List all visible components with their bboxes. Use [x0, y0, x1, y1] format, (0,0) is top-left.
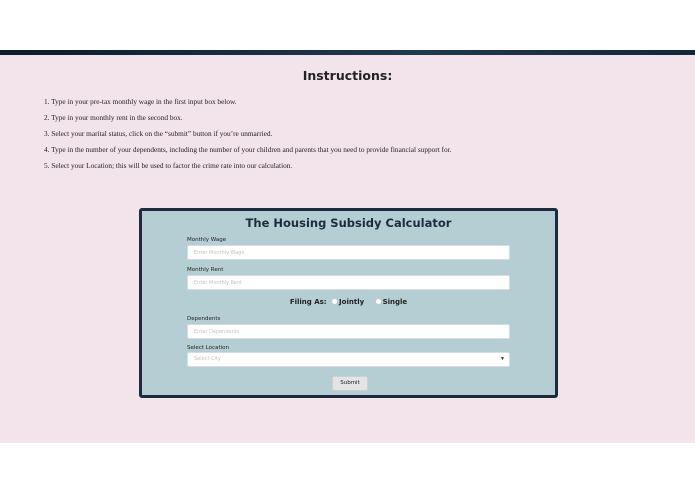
single-radio[interactable] [375, 298, 382, 305]
monthly-wage-label: Monthly Wage [187, 237, 227, 243]
jointly-radio[interactable] [331, 298, 338, 305]
calculator-title: The Housing Subsidy Calculator [245, 216, 452, 230]
select-location-label: Select Location [187, 345, 229, 351]
instruction-step: 2. Type in your monthly rent in the second box. [44, 113, 183, 122]
caret-down-icon: ▼ [500, 356, 505, 362]
instructions-list [44, 97, 451, 177]
instructions-title: Instructions: [302, 68, 393, 83]
location-select-value: Select City [194, 356, 221, 362]
instruction-step: 1. Type in your pre-tax monthly wage in the first input box below. [44, 97, 237, 106]
submit-button[interactable]: Submit [332, 376, 368, 391]
dependents-input[interactable] [187, 324, 510, 339]
location-select[interactable] [187, 352, 510, 367]
instruction-step: 3. Select your marital status, click on the “submit” button if you’re unmarried. [44, 129, 273, 138]
monthly-wage-input[interactable] [187, 245, 510, 260]
monthly-rent-input[interactable] [187, 275, 510, 290]
jointly-label[interactable]: Jointly [339, 298, 365, 306]
instruction-step: 4. Type in the number of your dependents, including the number of your children and parents that you need to provide financial support for. [44, 145, 452, 154]
monthly-rent-label: Monthly Rent [187, 267, 224, 273]
instruction-step: 5. Select your Location; this will be used to factor the crime rate into our calculation. [44, 161, 293, 170]
filing-as-label: Filing As: [289, 298, 327, 306]
dependents-label: Dependents [187, 316, 221, 322]
calculator-panel [139, 208, 558, 398]
filing-status-row [142, 298, 555, 306]
page-body [0, 55, 695, 443]
single-label[interactable]: Single [382, 298, 408, 306]
